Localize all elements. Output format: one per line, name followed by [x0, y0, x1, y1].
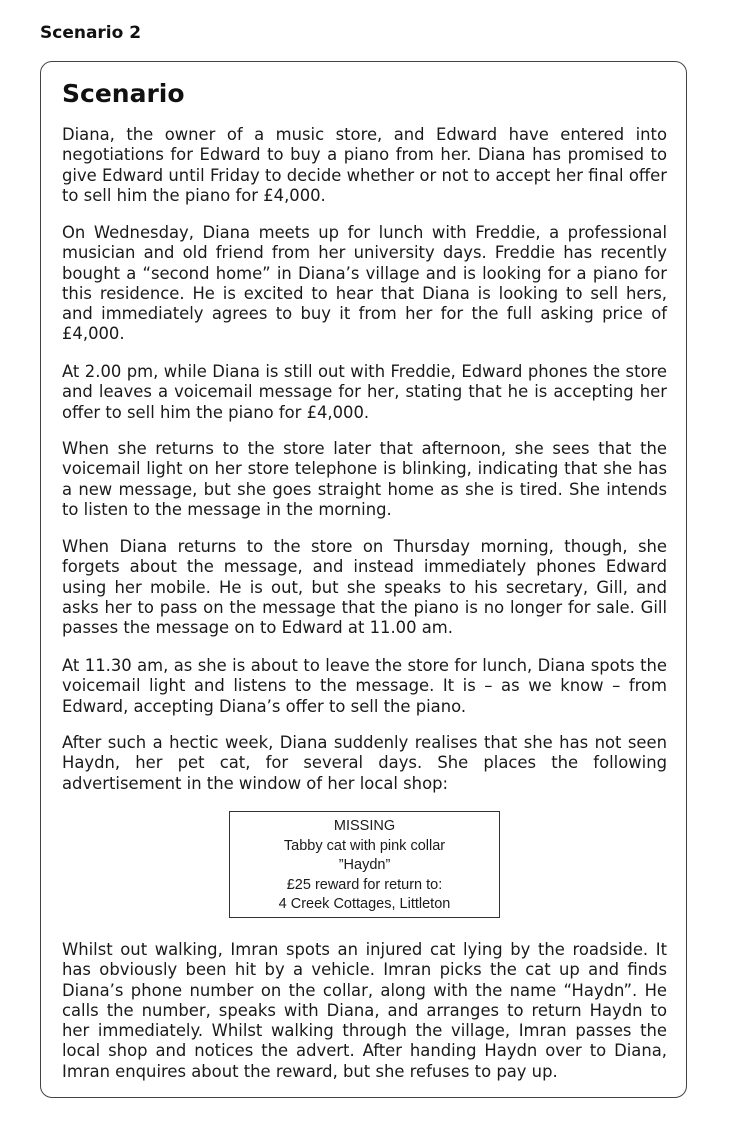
advert-line-1: MISSING: [333, 818, 396, 834]
advert-line-5: 4 Creek Cottages, Littleton: [278, 896, 451, 912]
advert-line-4: £25 reward for return to:: [286, 876, 443, 893]
paragraph-4: When she returns to the store later that afternoon, she sees that the voicemail light on her store telephone is blinking, indicating that she has a new message, but she goes straight home as she is tired. She intends to listen to the message in the morning.: [62, 439, 667, 519]
paragraph-8: Whilst out walking, Imran spots an injured cat lying by the roadside. It has obviously been hit by a vehicle. Imran picks the cat up and finds Diana’s phone number on the collar, along with the name “Haydn”. He calls the number, speaks with Diana, and arranges to return Haydn to her immediately. Whilst walking through the village, Imran passes the local shop and notices the advert. After handing Haydn over to Diana, Imran enquires about the reward, but she refuses to pay up.: [62, 940, 667, 1081]
paragraph-3: At 2.00 pm, while Diana is still out with Freddie, Edward phones the store and leaves a voicemail message for her, stating that he is accepting her offer to sell him the piano for £4,000.: [62, 362, 667, 422]
paragraph-1: Diana, the owner of a music store, and Edward have entered into negotiations for Edward to buy a piano from her. Diana has promised to give Edward until Friday to decide whether or not to accept her final offer to sell him the piano for £4,000.: [62, 125, 667, 205]
page-heading: Scenario 2: [40, 23, 142, 43]
paragraph-6: At 11.30 am, as she is about to leave the store for lunch, Diana spots the voicemail light and listens to the message. It is – as we know – from Edward, accepting Diana’s offer to sell the piano.: [62, 656, 667, 716]
paragraph-2: On Wednesday, Diana meets up for lunch with Freddie, a professional musician and old friend from her university days. Freddie has recently bought a “second home” in Diana’s village and is looking for a piano for this residence. He is excited to hear that Diana is looking to sell hers, and immediately agrees to buy it from her for the full asking price of £4,000.: [62, 223, 667, 344]
scenario-box: [40, 61, 687, 1098]
paragraph-7: After such a hectic week, Diana suddenly realises that she has not seen Haydn, her pet cat, for several days. She places the following advertisement in the window of her local shop:: [62, 733, 667, 793]
advert-line-2: Tabby cat with pink collar: [283, 837, 446, 854]
missing-cat-advert: [229, 811, 500, 918]
advert-line-3: ”Haydn”: [338, 857, 391, 873]
paragraph-5: When Diana returns to the store on Thursday morning, though, she forgets about the message, and instead immediately phones Edward using her mobile. He is out, but she speaks to his secretary, Gill, and asks her to pass on the message that the piano is no longer for sale. Gill passes the message on to Edward at 11.00 am.: [62, 537, 667, 638]
scenario-title: Scenario: [62, 79, 185, 108]
